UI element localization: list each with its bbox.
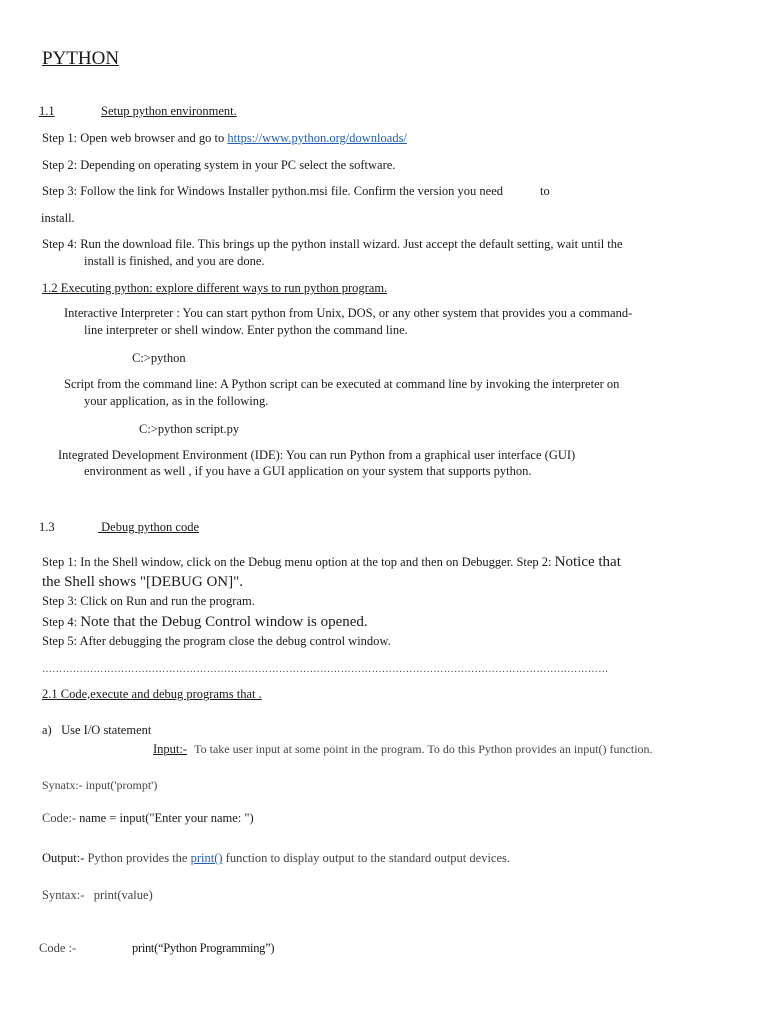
output-code: print(“Python Programming”)	[132, 941, 275, 955]
output-text-a: Python provides the	[87, 851, 188, 865]
step-1-text: Step 1: Open web browser and go to	[42, 131, 225, 145]
debug-step-1	[42, 554, 621, 570]
input-code: name = input("Enter your name: ")	[79, 811, 254, 825]
step-4-line-2: install is finished, and you are done.	[84, 254, 265, 268]
dotted-separator: …………………………………………………………………………………………………………………………………………………	[42, 664, 609, 675]
interactive-interpreter-line-1: Interactive Interpreter : You can start python from Unix, DOS, or any other system that provides you a command-	[64, 306, 633, 320]
print-function-link[interactable]: print()	[190, 851, 223, 865]
output-syntax: Syntax:- print(value)	[42, 888, 153, 902]
section-title-1-2: 1.2 Executing python: explore different ways to run python program.	[42, 281, 388, 295]
page-title: PYTHON	[42, 48, 120, 69]
section-number-1-1: 1.1	[39, 104, 55, 118]
section-title-1-1: Setup python environment.	[101, 104, 237, 118]
output-label: Output:-	[42, 851, 85, 865]
input-code-label: Code:-	[42, 811, 77, 825]
section-title-2-1: 2.1 Code,execute and debug programs that .	[42, 687, 262, 701]
interactive-interpreter-line-2: line interpreter or shell window. Enter python the command line.	[84, 323, 408, 337]
input-description: To take user input at some point in the program. To do this Python provides an input() function.	[194, 742, 653, 756]
interactive-interpreter-code: C:>python	[132, 351, 186, 365]
script-command-code: C:>python script.py	[139, 422, 240, 436]
section-number-1-3: 1.3	[39, 520, 55, 534]
input-line	[153, 741, 653, 757]
debug-step-2-end: the Shell shows "[DEBUG ON]".	[42, 574, 243, 590]
debug-step-3: Step 3: Click on Run and run the program.	[42, 594, 255, 608]
step-1	[42, 130, 407, 146]
input-label: Input:-	[153, 742, 188, 756]
debug-step-4	[42, 614, 368, 630]
python-downloads-link[interactable]: https://www.python.org/downloads/	[227, 131, 407, 145]
step-3-line-1: Step 3: Follow the link for Windows Installer python.msi file. Confirm the version you need	[42, 184, 504, 198]
ide-line-1: Integrated Development Environment (IDE): You can run Python from a graphical user interface (GUI)	[58, 448, 576, 462]
ide-line-2: environment as well , if you have a GUI application on your system that supports python.	[84, 464, 532, 478]
step-3-line-2: install.	[41, 211, 75, 225]
output-line	[42, 850, 510, 866]
step-4-line-1: Step 4: Run the download file. This brings up the python install wizard. Just accept the default setting, wait until the	[42, 237, 623, 251]
script-command-line-2: your application, as in the following.	[84, 394, 269, 408]
output-text-b: function to display output to the standard output devices.	[225, 851, 510, 865]
io-statement-label: a) Use I/O statement	[42, 723, 152, 737]
step-2: Step 2: Depending on operating system in your PC select the software.	[42, 158, 396, 172]
debug-step-1-text: Step 1: In the Shell window, click on the Debug menu option at the top and then on Debugger. Step 2:	[42, 555, 552, 569]
input-syntax: Synatx:- input('prompt')	[42, 778, 158, 792]
input-code-line	[42, 810, 254, 826]
debug-step-4-text: Note that the Debug Control window is opened.	[80, 614, 368, 630]
script-command-line-1: Script from the command line: A Python script can be executed at command line by invoking the interpreter on	[64, 377, 620, 391]
step-3-to: to	[540, 184, 550, 198]
debug-step-4-label: Step 4:	[42, 615, 78, 629]
debug-step-5: Step 5: After debugging the program close the debug control window.	[42, 634, 391, 648]
output-code-label: Code :-	[39, 941, 77, 955]
debug-step-2-start: Notice that	[554, 554, 621, 570]
section-title-1-3: Debug python code	[98, 520, 200, 534]
